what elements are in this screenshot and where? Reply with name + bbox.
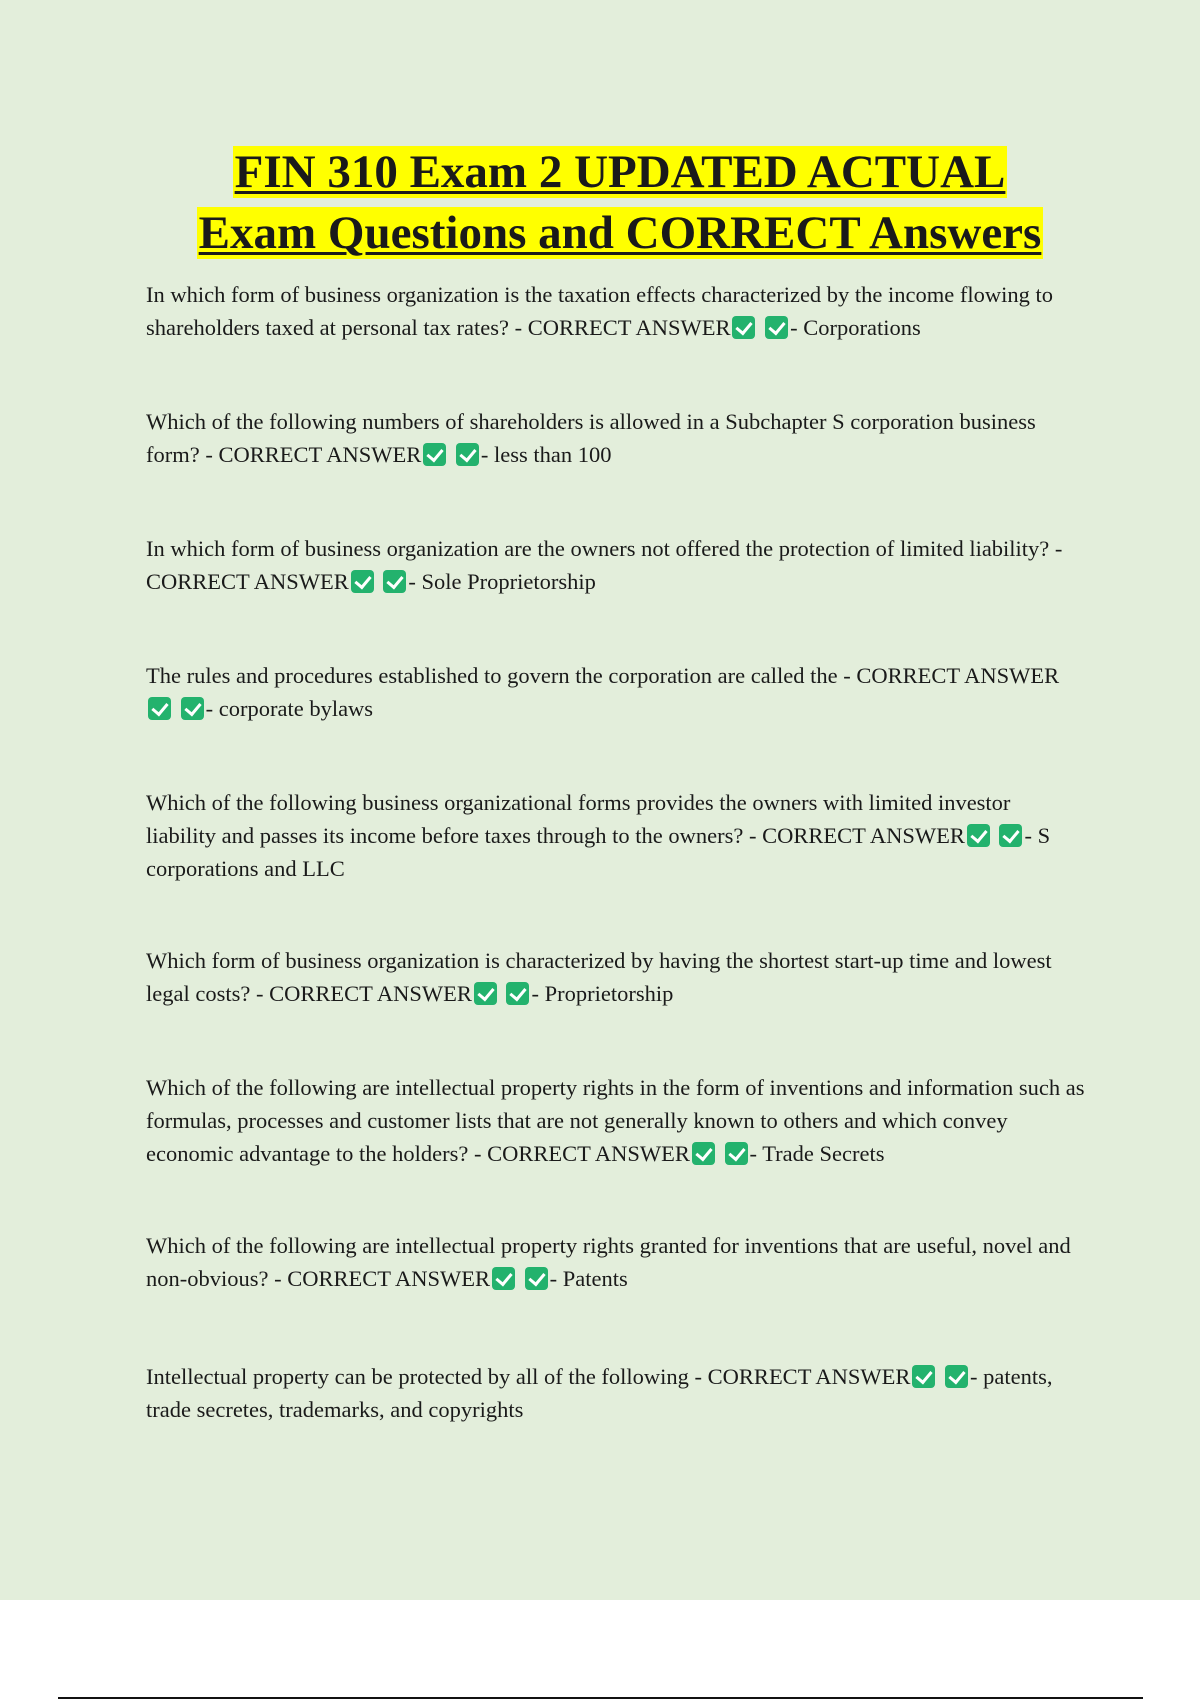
answer-text: - S corporations and LLC <box>146 823 1051 881</box>
check-icon <box>474 982 497 1005</box>
check-icon <box>912 1365 935 1388</box>
check-icon <box>525 1267 548 1290</box>
answer-text: - Sole Proprietorship <box>408 569 596 594</box>
check-icon <box>999 824 1022 847</box>
qa-item <box>146 659 1086 725</box>
question-text: In which form of business organization are the owners not offered the protection of limited liability? - <box>146 536 1063 561</box>
qa-item <box>146 1360 1086 1426</box>
answer-marker: CORRECT ANSWER <box>856 663 1060 688</box>
check-icon <box>506 982 529 1005</box>
question-text: Which of the following are intellectual property rights granted for inventions that are useful, novel and non-obvious? - <box>146 1233 1071 1291</box>
page-divider <box>58 1697 1143 1699</box>
answer-marker: CORRECT ANSWER <box>287 1266 490 1291</box>
check-icon <box>181 697 204 720</box>
check-icon <box>351 570 374 593</box>
answer-text: - Corporations <box>790 315 921 340</box>
document-title <box>0 142 1200 264</box>
check-icon <box>725 1142 748 1165</box>
answer-text: - Trade Secrets <box>749 1141 885 1166</box>
check-icon <box>967 824 990 847</box>
qa-item <box>146 786 1086 885</box>
answer-marker: CORRECT ANSWER <box>146 569 349 594</box>
title-line-1: FIN 310 Exam 2 UPDATED ACTUAL <box>234 146 1006 198</box>
qa-item <box>146 405 1086 471</box>
answer-marker: CORRECT ANSWER <box>707 1364 911 1389</box>
check-icon <box>423 443 446 466</box>
question-text: In which form of business organization is the taxation effects characterized by the income flowing to shareholders taxed at personal tax rates? - <box>146 282 1054 340</box>
answer-text: - Patents <box>549 1266 628 1291</box>
question-text: The rules and procedures established to govern the corporation are called the - <box>146 663 851 688</box>
check-icon <box>148 697 171 720</box>
question-text: Which of the following are intellectual property rights in the form of inventions and information such as formulas, processes and customer lists that are not generally known to others and which convey economic advantage to the holders? - <box>146 1075 1085 1166</box>
check-icon <box>732 316 755 339</box>
answer-text: - corporate bylaws <box>205 696 374 721</box>
answer-text: - patents, trade secretes, trademarks, and copyrights <box>146 1364 1053 1422</box>
check-icon <box>492 1267 515 1290</box>
answer-text: - less than 100 <box>480 442 612 467</box>
check-icon <box>383 570 406 593</box>
question-text: Which of the following business organizational forms provides the owners with limited investor liability and passes its income before taxes through to the owners? - <box>146 790 1011 848</box>
check-icon <box>765 316 788 339</box>
qa-item <box>146 944 1086 1010</box>
check-icon <box>692 1142 715 1165</box>
check-icon <box>456 443 479 466</box>
question-text: Which form of business organization is characterized by having the shortest start-up time and lowest legal costs? - <box>146 948 1052 1006</box>
answer-marker: CORRECT ANSWER <box>487 1141 690 1166</box>
answer-marker: CORRECT ANSWER <box>527 315 731 340</box>
answer-marker: CORRECT ANSWER <box>218 442 422 467</box>
qa-item <box>146 278 1086 344</box>
answer-marker: CORRECT ANSWER <box>269 981 472 1006</box>
title-line-2: Exam Questions and CORRECT Answers <box>198 207 1042 259</box>
answer-text: - Proprietorship <box>531 981 674 1006</box>
qa-item <box>146 1229 1086 1295</box>
check-icon <box>945 1365 968 1388</box>
qa-item <box>146 532 1086 598</box>
question-text: Intellectual property can be protected by all of the following - <box>146 1364 703 1389</box>
answer-marker: CORRECT ANSWER <box>762 823 965 848</box>
question-text: Which of the following numbers of shareholders is allowed in a Subchapter S corporation business form? - <box>146 409 1036 467</box>
qa-item <box>146 1071 1086 1170</box>
